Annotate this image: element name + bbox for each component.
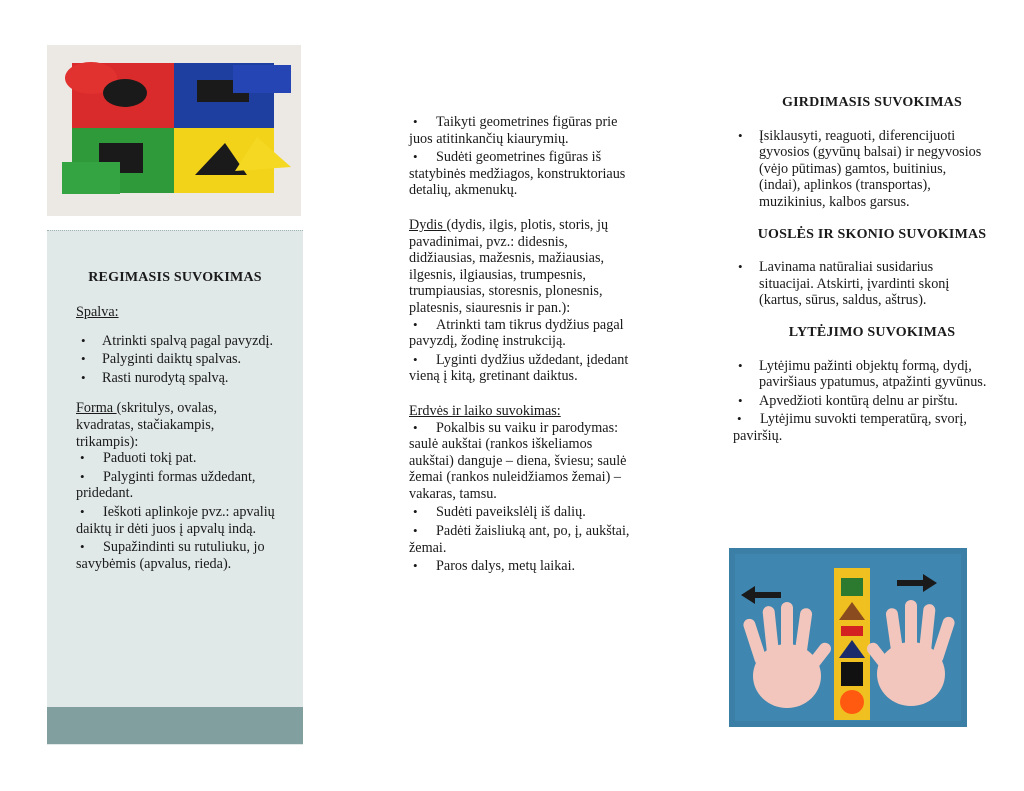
list-item: • Padėti žaisliuką ant, po, į, aukštai, žemai.	[409, 523, 631, 556]
erdve-title: Erdvės ir laiko suvokimas:	[409, 402, 561, 419]
col1-body	[76, 304, 276, 574]
list-item: • Atrinkti tam tikrus dydžius pagal pavyzdį, žodinę instrukciją.	[409, 317, 631, 350]
spalva-title: Spalva:	[76, 304, 119, 320]
list-item: • Lytėjimu pažinti objektų formą, dydį, paviršiaus ypatumus, atpažinti gyvūnus.	[733, 358, 1011, 391]
girdimasis-heading: GIRDIMASIS SUVOKIMAS	[782, 95, 962, 110]
list-item: • Palyginti daiktų spalvas.	[76, 351, 276, 368]
lytejimo-list	[733, 358, 1011, 410]
dydis-title: Dydis	[409, 216, 447, 233]
list-item: • Rasti nurodytą spalvą.	[76, 370, 276, 387]
list-item: • Įsiklausyti, reaguoti, diferencijuoti gyvosios (gyvūnų balsai) ir negyvosios (vėjo pūtimas) gamtos, buitinius, (indai), aplinkos (transportas), muzikinius, kalbos garsus.	[733, 128, 983, 211]
list-item: • Atrinkti spalvą pagal pavyzdį.	[76, 333, 276, 350]
uosles-heading: UOSLĖS IR SKONIO SUVOKIMAS	[757, 226, 987, 242]
forma-title: Forma	[76, 400, 117, 417]
list-item: • Palyginti formas uždedant, pridedant.	[76, 469, 276, 502]
felt-hands-board-photo	[729, 548, 967, 727]
list-item: • Ieškoti aplinkoje pvz.: apvalių daiktų ir dėti juos į apvalų indą.	[76, 504, 276, 537]
regimasis-heading: REGIMASIS SUVOKIMAS	[88, 270, 262, 285]
lytejimo-heading: LYTĖJIMO SUVOKIMAS	[788, 324, 956, 340]
list-item: • Paros dalys, metų laikai.	[409, 558, 631, 575]
lytejimo-list-last	[733, 411, 983, 444]
list-item: • Pokalbis su vaiku ir parodymas: saulė aukštai (rankos iškeliamos aukštai) danguje – diena, šviesu; saulė žemai (rankos nuleidžiamos žemai) – vakaras, tamsu.	[409, 420, 631, 503]
erdve-list	[409, 420, 631, 575]
top-list	[409, 114, 631, 199]
list-item: • Lytėjimu suvokti temperatūrą, svorį, paviršių.	[733, 411, 983, 444]
col2-body	[409, 114, 631, 577]
dydis-paragraph	[409, 217, 631, 317]
forma-desc: (skritulys, ovalas, kvadratas, stačiakampis, trikampis):	[76, 400, 218, 450]
forma-paragraph	[76, 400, 276, 450]
list-item: • Lyginti dydžius uždedant, įdedant vieną į kitą, gretinant daiktus.	[409, 352, 631, 385]
dydis-list	[409, 317, 631, 385]
col3-body	[733, 95, 1011, 447]
uosles-list	[733, 259, 983, 309]
spalva-list	[76, 333, 276, 387]
list-item: • Paduoti tokį pat.	[76, 450, 276, 467]
side-panel-footer	[47, 707, 303, 744]
list-item: • Supažindinti su rutuliuku, jo savybėmis (apvalus, rieda).	[76, 539, 276, 572]
list-item: • Lavinama natūraliai susidarius situacijai. Atskirti, įvardinti skonį (kartus, sūrus, saldus, aštrus).	[733, 259, 983, 309]
list-item: • Sudėti paveikslėlį iš dalių.	[409, 504, 631, 521]
list-item: • Sudėti geometrines figūras iš statybinės medžiagos, konstruktoriaus detalių, akmenukų.	[409, 149, 631, 199]
dydis-desc: (dydis, ilgis, plotis, storis, jų pavadinimai, pvz.: didesnis, didžiausias, mažesnis, mažiausias, ilgesnis, ilgiausias, trumpesnis, trumpiausias, storesnis, plonesnis, platesnis, siauresnis ir pan.):	[409, 216, 609, 316]
list-item: • Apvedžioti kontūrą delnu ar pirštu.	[733, 393, 1011, 410]
girdimasis-list	[733, 128, 983, 211]
forma-list	[76, 450, 276, 572]
shape-sorter-photo	[47, 45, 301, 216]
list-item: • Taikyti geometrines figūras prie juos atitinkančių kiaurymių.	[409, 114, 631, 147]
